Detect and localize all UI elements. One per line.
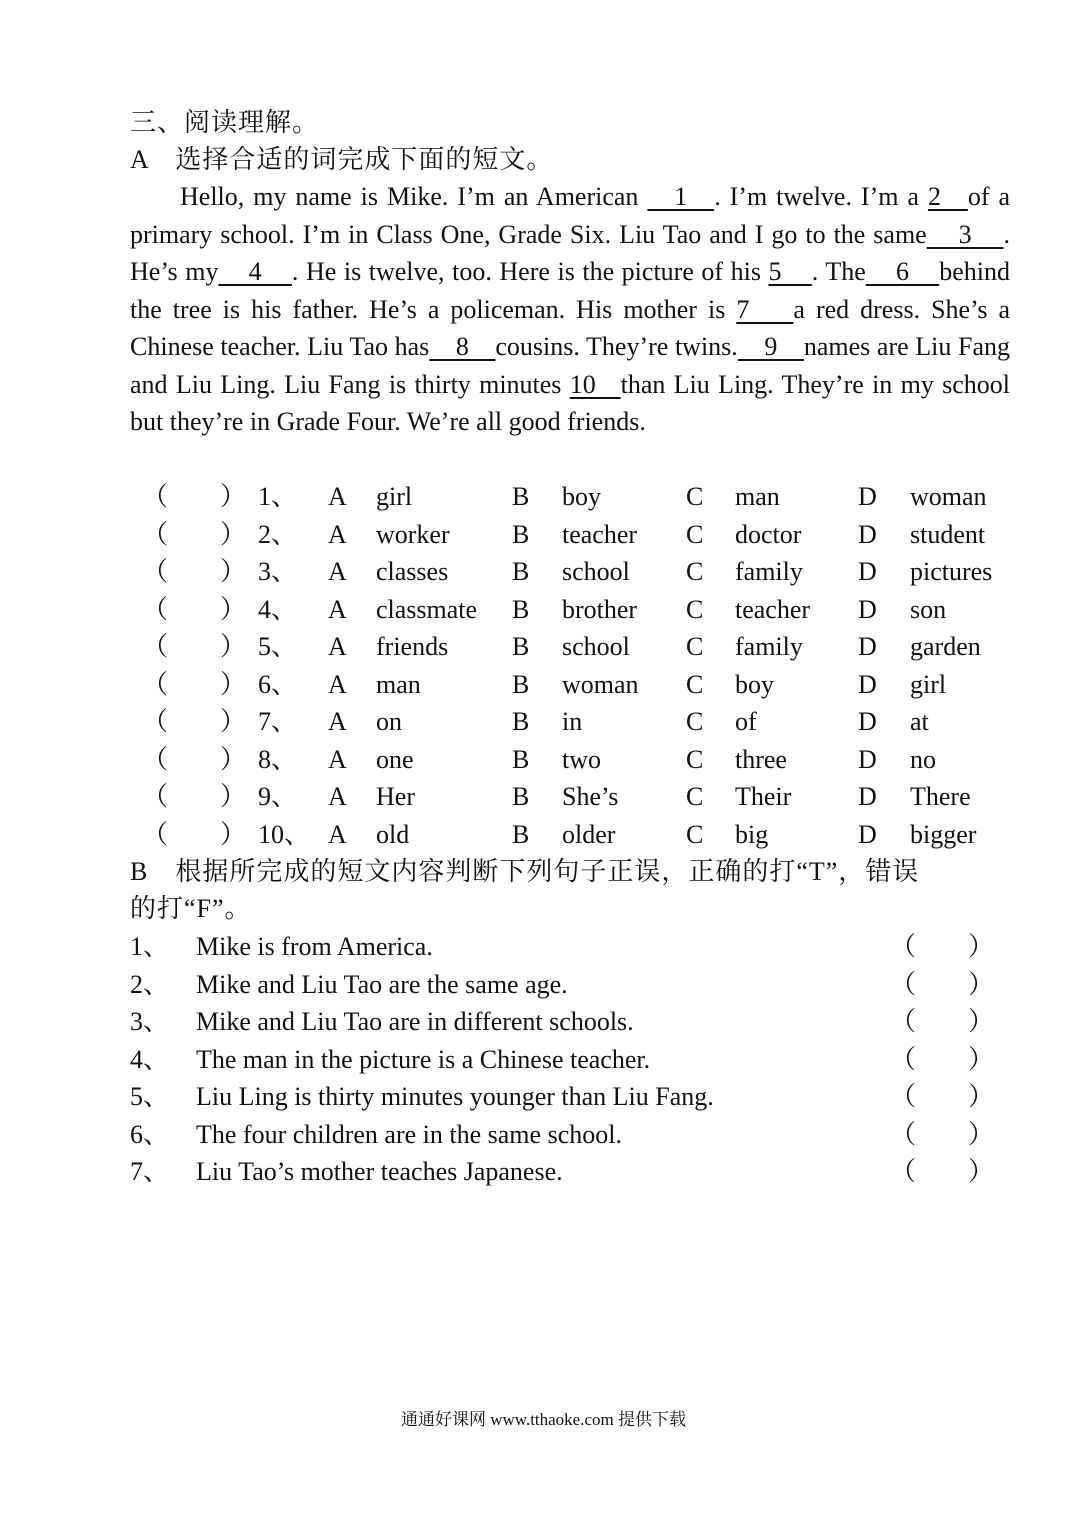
statement-row [130,1078,1010,1115]
statement-text: Liu Tao’s mother teaches Japanese. [196,1157,563,1186]
part-a-title: A 选择合适的词完成下面的短文。 [130,145,554,174]
question-number: 2、 [258,519,298,549]
statement-row [130,928,1010,965]
option-d: no [910,744,936,774]
statement-row [130,1003,1010,1040]
option-letter-d: D [858,557,877,586]
passage-text: . I’m twelve. I’m a [714,182,928,211]
option-d: son [910,594,947,624]
statement-row [130,1116,1010,1153]
question-row [130,816,1030,853]
answer-bracket[interactable]: （ ） [142,482,247,511]
option-letter-c: C [686,744,704,774]
option-a: worker [376,519,450,549]
answer-bracket[interactable]: （ ） [890,1119,995,1149]
option-d: garden [910,632,981,661]
option-b: two [562,744,601,774]
option-letter-d: D [858,519,877,549]
option-letter-a: A [328,519,347,549]
passage-text: Hello, my name is Mike. I’m an American [180,182,648,211]
option-d: at [910,707,929,736]
option-d: student [910,519,986,549]
passage-text: of a primary school. I’m in Class One, Grade Six. Liu Tao and I go to the same [130,182,1011,249]
option-b: school [562,632,630,661]
option-letter-a: A [328,782,347,811]
option-c: teacher [735,594,811,624]
answer-bracket[interactable]: （ ） [142,519,247,549]
option-letter-a: A [328,557,347,586]
statement-text: Liu Ling is thirty minutes younger than Liu Fang. [196,1082,714,1111]
option-letter-b: B [512,519,530,549]
passage-text: a red dress. She’s a Chinese teacher. Liu Tao has [130,294,1010,361]
passage-paragraph [130,178,1010,441]
option-letter-d: D [858,594,877,624]
statement-text: Mike and Liu Tao are the same age. [196,969,568,999]
part-b-title: B 根据所完成的短文内容判断下列句子正误，正确的打“T”，错误 [130,857,920,886]
passage-text: . The [811,257,866,286]
option-c: three [735,744,787,774]
blank-1: 1 [647,182,715,211]
option-letter-c: C [686,669,704,699]
question-number: 7、 [258,707,298,736]
option-letter-b: B [512,782,530,811]
statement-row [130,966,1010,1003]
option-c: family [735,632,803,661]
option-letter-b: B [512,669,530,699]
statement-number: 3、 [130,1007,170,1036]
option-a: classmate [376,594,478,624]
option-letter-c: C [686,557,704,586]
question-number: 8、 [258,744,298,774]
answer-bracket[interactable]: （ ） [890,1082,995,1111]
option-a: on [376,707,402,736]
option-a: one [376,744,414,774]
statement-text: The four children are in the same school. [196,1119,622,1149]
blank-7: 7 [736,294,794,324]
option-b: school [562,557,630,586]
blank-6: 6 [865,257,940,286]
option-letter-a: A [328,744,347,774]
blank-8: 8 [429,332,496,361]
passage-text: than Liu Ling. They’re in my school but they’re in Grade Four. We’re all good friends. [130,369,1010,436]
answer-bracket[interactable]: （ ） [890,1007,995,1036]
passage-text: . He is twelve, too. Here is the picture of his [291,257,769,286]
option-letter-b: B [512,744,530,774]
statement-number: 2、 [130,969,170,999]
option-a: Her [376,782,415,811]
option-c: big [735,819,769,849]
part-b-title-continued: 的打“F”。 [130,894,252,923]
option-letter-a: A [328,707,347,736]
option-letter-b: B [512,819,530,849]
option-letter-a: A [328,669,347,699]
question-row [130,553,1030,590]
statement-number: 5、 [130,1082,170,1111]
option-a: friends [376,632,449,661]
blank-10: 10 [569,369,621,399]
statement-row [130,1041,1010,1078]
question-row [130,478,1030,515]
answer-bracket[interactable]: （ ） [890,932,995,961]
question-number: 9、 [258,782,298,811]
passage-text: behind the tree is his father. He’s a policeman. His mother is [130,257,1011,324]
option-letter-d: D [858,744,877,774]
option-letter-a: A [328,819,347,849]
option-b: She’s [562,782,619,811]
answer-bracket[interactable]: （ ） [142,819,247,849]
footer-credit: 通通好课网 www.tthaoke.com 提供下载 [400,1410,687,1429]
option-d: bigger [910,819,977,849]
option-letter-c: C [686,782,704,811]
option-b: older [562,819,616,849]
option-letter-b: B [512,482,530,511]
option-b: in [562,707,583,736]
option-letter-b: B [512,594,530,624]
statement-number: 6、 [130,1119,170,1149]
question-number: 4、 [258,594,298,624]
option-c: boy [735,669,774,699]
option-b: brother [562,594,638,624]
passage-text: cousins. They’re twins. [495,332,738,361]
option-c: doctor [735,519,802,549]
statement-number: 7、 [130,1157,170,1186]
option-c: of [735,707,757,736]
option-letter-a: A [328,594,347,624]
statement-text: Mike and Liu Tao are in different schools. [196,1007,634,1036]
answer-bracket[interactable]: （ ） [890,1044,995,1074]
option-letter-c: C [686,632,704,661]
option-c: Their [735,782,792,811]
question-row [130,591,1030,628]
statement-text: Mike is from America. [196,932,433,961]
answer-bracket[interactable]: （ ） [142,782,247,811]
statement-number: 1、 [130,932,170,961]
answer-bracket[interactable]: （ ） [142,594,247,624]
answer-bracket[interactable]: （ ） [142,632,247,661]
question-number: 10、 [258,819,311,849]
option-d: girl [910,669,947,699]
option-letter-b: B [512,632,530,661]
option-letter-c: C [686,594,704,624]
option-letter-b: B [512,557,530,586]
option-d: There [910,782,971,811]
blank-2: 2 [927,182,968,211]
option-a: man [376,669,421,699]
answer-bracket[interactable]: （ ） [142,744,247,774]
statement-number: 4、 [130,1044,170,1074]
question-number: 1、 [258,482,298,511]
option-b: boy [562,482,601,511]
blank-3: 3 [926,219,1004,249]
option-letter-d: D [858,632,877,661]
option-a: old [376,819,410,849]
question-number: 6、 [258,669,298,699]
option-b: teacher [562,519,638,549]
option-letter-c: C [686,519,704,549]
option-c: family [735,557,803,586]
question-row [130,778,1030,815]
question-number: 3、 [258,557,298,586]
option-a: classes [376,557,449,586]
option-letter-d: D [858,482,877,511]
question-row [130,666,1030,703]
option-letter-a: A [328,632,347,661]
blank-9: 9 [737,332,804,361]
passage-text: . He’s my [130,219,1011,286]
option-letter-c: C [686,819,704,849]
answer-bracket[interactable]: （ ） [142,707,247,736]
option-b: woman [562,669,639,699]
passage-text: names are Liu Fang and Liu Ling. Liu Fang is thirty minutes [130,332,1011,399]
option-d: woman [910,482,987,511]
blank-5: 5 [768,257,812,286]
option-letter-d: D [858,707,877,736]
option-letter-d: D [858,819,877,849]
option-letter-d: D [858,669,877,699]
question-row [130,516,1030,553]
option-letter-c: C [686,482,704,511]
question-row [130,628,1030,665]
option-letter-b: B [512,707,530,736]
section-title: 三、阅读理解。 [130,108,320,137]
answer-bracket[interactable]: （ ） [142,669,247,699]
answer-bracket[interactable]: （ ） [890,1157,995,1186]
statement-row [130,1153,1010,1190]
option-c: man [735,482,780,511]
option-d: pictures [910,557,993,586]
statement-text: The man in the picture is a Chinese teacher. [196,1044,651,1074]
cloze-passage [130,178,1010,441]
option-letter-d: D [858,782,877,811]
answer-bracket[interactable]: （ ） [890,969,995,999]
question-row [130,741,1030,778]
answer-bracket[interactable]: （ ） [142,557,247,586]
option-a: girl [376,482,413,511]
blank-4: 4 [218,257,292,286]
option-letter-a: A [328,482,347,511]
question-number: 5、 [258,632,298,661]
option-letter-c: C [686,707,704,736]
question-row [130,703,1030,740]
